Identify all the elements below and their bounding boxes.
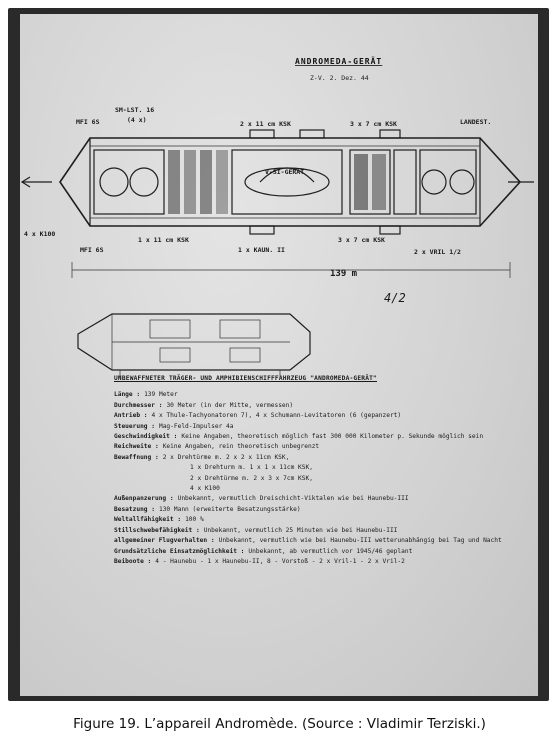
label-length: 139 m [330,269,358,279]
spec-row-value: 30 Meter (in der Mitte, vermessen) [166,401,294,409]
drawing-subtitle: Z-V. 2. Dez. 44 [310,74,369,82]
turret-top-2 [300,130,324,138]
spec-row-value: 4 x K100 [190,485,220,493]
inner-label: V-SI-GERÄT [265,168,305,176]
spec-row [114,484,534,494]
spec-row-key: Reichweite : [114,443,159,451]
spec-row-key: Beiboote : [114,557,152,565]
label-ksk-top-a: 2 x 11 cm KSK [240,120,291,128]
spec-row-key: Weltallfähigkeit : [114,516,182,524]
turret-bottom-1 [250,226,274,234]
turret-top-3 [380,130,400,138]
spec-row-key: Stillschwebefähigkeit : [114,526,200,534]
spec-row-value: 4 - Haunebu - 1 x Haunebu-II, 8 - Vorstoß - 2 x Vril-1 - 2 x Vril-2 [155,557,405,565]
spec-row [114,505,534,515]
label-kaun: 1 x KAUN. II [238,246,285,254]
spec-row-value: Mag-Feld-Impulser 4a [158,422,234,430]
technical-drawing [20,14,538,696]
spec-row-value: 2 x Drehtürme m. 2 x 2 x 11cm KSK, [162,453,290,461]
side-elevation-window-2 [220,320,260,338]
bay-column-2 [184,150,196,214]
spec-row [114,526,534,536]
spec-row [114,494,534,504]
spec-row [114,515,534,525]
spec-row-value: 4 x Thule-Tachyonatoren 7), 4 x Schumann-Levitatoren (6 (gepanzert) [151,412,402,420]
engine-block-b [372,154,386,210]
drawing-title: ANDROMEDA-GERÄT [295,57,383,66]
spec-row [114,536,534,546]
spec-row-key: Außenpanzerung : [114,495,174,503]
spec-row-key: Durchmesser : [114,401,163,409]
spec-row-key: Länge : [114,391,141,399]
spec-row [114,442,534,452]
spec-row [114,422,534,432]
label-mfi-top: MFI 6S [76,118,100,126]
label-vril-bottom: 2 x VRIL 1/2 [414,248,461,256]
spec-row-key: Besatzung : [114,505,155,513]
spec-row-value: 130 Mann (erweiterte Besatzungsstärke) [158,505,301,513]
bay-column-4 [216,150,228,214]
handwritten-note: 4/2 [384,291,406,305]
engine-casing [394,150,416,214]
spec-row-value: 2 x Drehtürme m. 2 x 3 x 7cm KSK, [190,474,313,482]
spec-row [114,453,534,463]
label-k100: 4 x K100 [24,230,56,238]
spec-row-value: 139 Meter [144,391,178,399]
spec-row-key: Grundsätzliche Einsatzmöglichkeit : [114,547,245,555]
spec-row [114,432,534,442]
spec-row [114,547,534,557]
front-bay [94,150,164,214]
spec-row-key: Steuerung : [114,422,155,430]
front-craft-b [130,168,158,196]
side-elevation-window-1 [150,320,190,338]
hull-outline [60,138,520,226]
spec-row-key: Antrieb : [114,412,148,420]
label-ksk-bottom-2: 3 x 7 cm KSK [338,236,385,244]
central-hangar [232,150,342,214]
label-sm-lst-count: (4 x) [127,116,147,124]
label-ksk-bottom: 1 x 11 cm KSK [138,236,189,244]
scanned-page [20,14,538,696]
bay-column-3 [200,150,212,214]
spec-row-value: 100 % [185,516,204,524]
front-craft-a [100,168,128,196]
turret-top-1 [250,130,274,138]
spec-row [114,463,534,473]
label-ksk-top-b: 3 x 7 cm KSK [350,120,397,128]
spec-row-value: Unbekannt, vermutlich 25 Minuten wie bei Haunebu-III [203,526,398,534]
label-sm-lst: SM-LST. 16 [115,106,155,114]
side-elevation-hatch-2 [230,348,260,362]
label-landest: LANDEST. [460,118,492,126]
spec-row-value: Keine Angaben, rein theoretisch unbegrenzt [162,443,320,451]
turret-bottom-2 [380,226,400,234]
engine-block-a [354,154,368,210]
spec-heading: UNBEWAFFNETER TRÄGER- UND AMPHIBIENSCHIFFFAHRZEUG "ANDROMEDA-GERÄT" [114,375,377,382]
spec-row-key: Bewaffnung : [114,453,159,461]
spec-row-value: Unbekannt, ab vermutlich vor 1945/46 geplant [248,547,413,555]
spec-row-value: 1 x Drehturm m. 1 x 1 x 11cm KSK, [190,464,313,472]
spec-row [114,411,534,421]
label-mfi-bottom: MFI 6S [80,246,104,254]
bay-column-1 [168,150,180,214]
spec-row-value: Unbekannt, vermutlich wie bei Haunebu-III wetterunabhängig bei Tag und Nacht [218,537,502,545]
spec-row [114,390,534,400]
specification-text [114,374,534,567]
document-frame [8,8,549,701]
spec-row-key: allgemeiner Flugverhalten : [114,537,215,545]
side-elevation-hatch-1 [160,348,190,362]
spec-row [114,557,534,567]
spec-row [114,401,534,411]
rear-bay [420,150,476,214]
rear-craft-b [450,170,474,194]
spec-row-value: Unbekannt, vermutlich Dreischicht-Viktalen wie bei Haunebu-III [177,495,409,503]
spec-rows [114,390,534,567]
figure-caption: Figure 19. L’appareil Andromède. (Source : Vladimir Terziski.) [73,716,486,732]
spec-row [114,474,534,484]
spec-row-value: Keine Angaben, theoretisch möglich fast 300 000 Kilometer p. Sekunde möglich sein [181,433,484,441]
spec-row-key: Geschwindigkeit : [114,433,178,441]
rear-craft-a [422,170,446,194]
